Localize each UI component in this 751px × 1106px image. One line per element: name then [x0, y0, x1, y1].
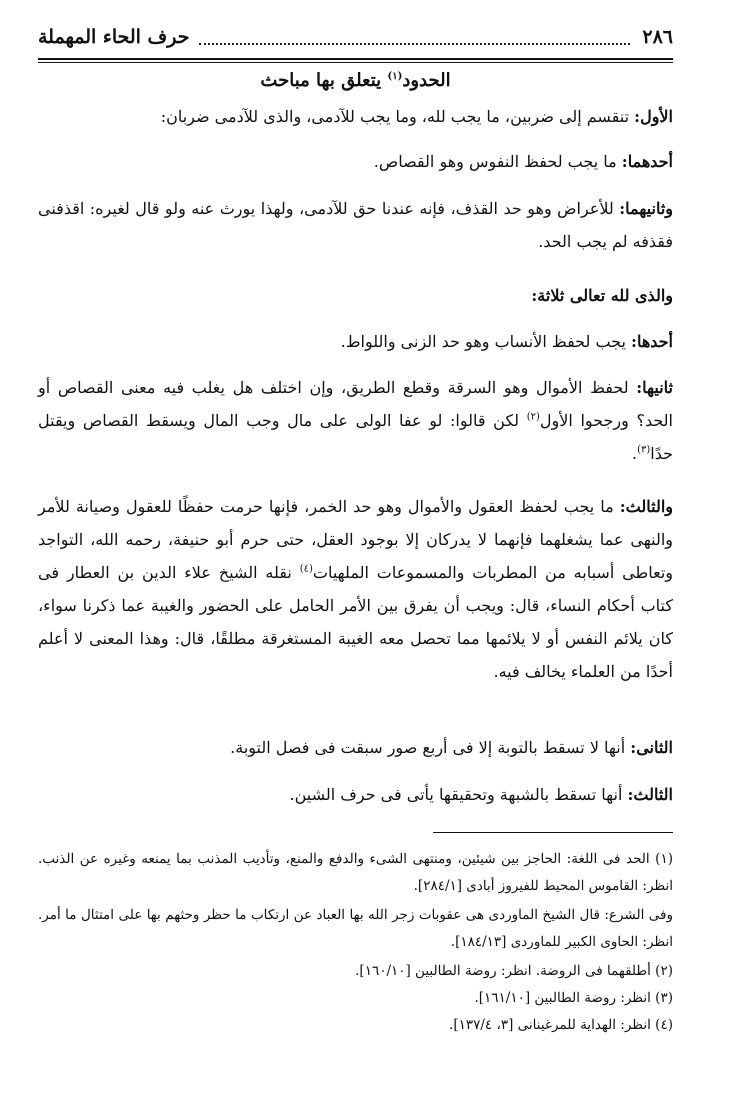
header-dot-leader [199, 29, 630, 45]
running-title: حرف الحاء المهملة [38, 26, 190, 48]
paragraph-text: أنها لا تسقط بالتوبة إلا فى أربع صور سبقت فى فصل التوبة. [230, 738, 626, 757]
book-page [38, 14, 673, 1094]
paragraph-first-of-three [38, 325, 673, 358]
paragraph-label: الثالث: [627, 785, 673, 804]
paragraph-second-of-three [38, 371, 673, 470]
paragraph-text: يجب لحفظ الأنساب وهو حد الزنى واللواط. [340, 332, 626, 351]
footnote-3: (٣) انظر: روضة الطالبين [١٦١/١٠]. [474, 990, 673, 1006]
paragraph-one-of-them [38, 145, 673, 178]
footnote-ref-4: (٤) [299, 563, 313, 575]
paragraph-second-of-them [38, 192, 673, 258]
paragraph-text: للأعراض وهو حد القذف، فإنه عندنا حق للآدمى، ولهذا يورث عنه ولو قال لغيره: اقذفنى فقذفه لم يجب الحد. [38, 199, 673, 251]
paragraph-text-cont: لكن قالوا: لو عفا الولى على مال وجب المال ويسقط القصاص ويقتل حدًا [38, 411, 673, 463]
footnote-2: (٢) أطلقهما فى الروضة. انظر: روضة الطالبين [١٦٠/١٠]. [355, 963, 673, 979]
footnote-1: (١) الحد فى اللغة: الحاجز بين شيئين، ومنتهى الشىء والدفع والمنع، وتأديب المذنب بما يمنعه وغيره عن الذنب. انظر: القاموس المحيط للفيروز أبادى [٢٨٤/١]. [38, 851, 673, 894]
footnote-ref-1: (١) [387, 71, 403, 82]
paragraph-first [38, 100, 673, 133]
paragraph-label: والثالث: [619, 497, 674, 516]
paragraph-third-of-three [38, 490, 673, 688]
paragraph-text: تنقسم إلى ضربين، ما يجب لله، وما يجب للآدمى، والذى للآدمى ضربان: [160, 107, 630, 126]
paragraph-second-ruling [38, 731, 673, 764]
paragraph-gods-right [38, 279, 673, 312]
paragraph-text: لحفظ الأموال وهو السرقة وقطع الطريق، وإن اختلف هل يغلب فيه معنى القصاص أو الحد؟ ورجحوا الأول [38, 378, 674, 430]
paragraph-text-end: . [631, 444, 638, 463]
paragraph-third-ruling [38, 778, 673, 811]
footnote-4: (٤) انظر: الهداية للمرغينانى [٣، ١٣٧/٤]. [449, 1017, 673, 1033]
heading-rest: يتعلق بها مباحث [260, 70, 382, 91]
page-number: ٢٨٦ [642, 26, 673, 48]
paragraph-text: ما يجب لحفظ النفوس وهو القصاص. [373, 152, 617, 171]
paragraph-text: ما يجب لحفظ العقول والأموال وهو حد الخمر، فإنها حرمت حفظًا للعقول وصيانة للأمر والنهى عما يشغلهما فإنهما لا يدركان إلا بوجود العقل، حتى حرم أبو حنيفة، رحمه الله، التواجد وتعاطى أسبابه من المطربات والمسموعات الملهيات [38, 497, 673, 582]
paragraph-label: الأول: [634, 107, 673, 126]
heading-term: الحدود [402, 70, 451, 91]
paragraph-label: والذى لله تعالى ثلاثة: [531, 286, 673, 305]
paragraph-text-cont: نقله الشيخ علاء الدين بن العطار فى كتاب أحكام النساء، قال: ويجب أن يفرق بين الأمر الحامل على الحضور والغيبة عما ذكرنا سواء، كان يلائم النفس أو لا يلائمها مما تحصل معه الغيبة المستغرقة مطلقًا، قال: وهذا المعنى لا أعلم أحدًا من العلماء يخالف فيه. [38, 563, 673, 681]
header-rule-thin [38, 62, 673, 63]
paragraph-label: وثانيهما: [619, 199, 673, 218]
running-header [38, 22, 673, 52]
header-rule-thick [38, 58, 673, 60]
footnote-ref-2: (٢) [526, 411, 540, 423]
paragraph-label: ثانيها: [636, 378, 673, 397]
paragraph-text: أنها تسقط بالشبهة وتحقيقها يأتى فى حرف الشين. [289, 785, 623, 804]
footnote-ref-3: (٣) [637, 444, 651, 456]
footnote-1-continued: وفى الشرع: قال الشيخ الماوردى هى عقوبات زجر الله بها العباد عن ارتكاب ما حظر وحثهم بها على امتثال ما أمر. انظر: الحاوى الكبير للماوردى [١٨٤/١٣]. [38, 907, 673, 950]
paragraph-label: أحدها: [631, 332, 673, 351]
section-heading [38, 70, 673, 91]
footnote-separator [433, 832, 673, 833]
paragraph-label: الثانى: [630, 738, 673, 757]
paragraph-label: أحدهما: [621, 152, 673, 171]
